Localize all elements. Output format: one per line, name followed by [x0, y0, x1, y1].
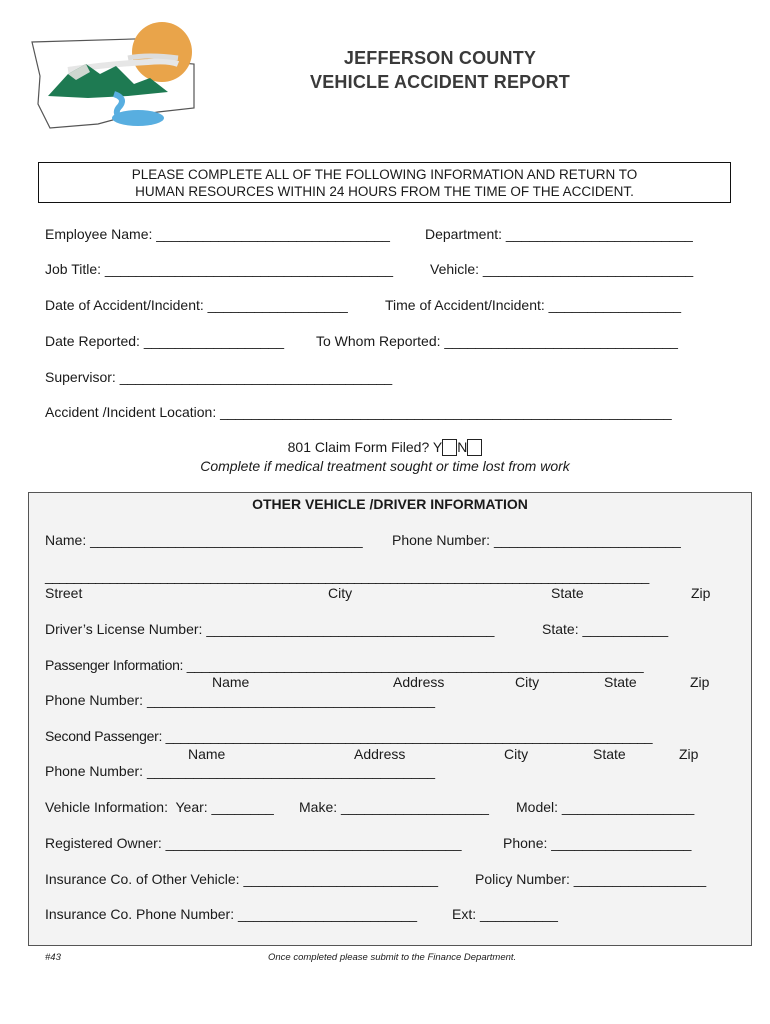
registered-owner-field[interactable]: Registered Owner: ______________________________________ [45, 835, 462, 851]
second-passenger-field[interactable]: Second Passenger: _________________________________________________________________ [45, 728, 653, 744]
license-state-field[interactable]: State: ___________ [542, 621, 669, 637]
drivers-license-field[interactable]: Driver’s License Number: _____________________________________ [45, 621, 495, 637]
time-of-accident-field[interactable]: Time of Accident/Incident: _________________ [385, 297, 682, 313]
vehicle-make-field[interactable]: Make: ___________________ [299, 799, 489, 815]
claim-no-checkbox[interactable] [467, 439, 482, 456]
passenger-city-label: City [515, 674, 540, 690]
date-of-accident-field[interactable]: Date of Accident/Incident: __________________ [45, 297, 348, 313]
second-passenger-state-label: State [593, 746, 626, 762]
supervisor-field[interactable]: Supervisor: ___________________________________ [45, 369, 393, 385]
passenger-state-label: State [604, 674, 637, 690]
second-passenger-name-label: Name [188, 746, 226, 762]
claim-form-note: Complete if medical treatment sought or time lost from work [200, 458, 570, 474]
county-landscape-logo-icon [28, 14, 200, 134]
other-driver-name-field[interactable]: Name: ___________________________________ [45, 532, 363, 548]
vehicle-model-field[interactable]: Model: _________________ [516, 799, 695, 815]
second-passenger-city-label: City [504, 746, 529, 762]
claim-no-label: N [457, 439, 468, 455]
claim-form-label: 801 Claim Form Filed? Y [287, 439, 443, 455]
to-whom-reported-field[interactable]: To Whom Reported: ______________________________ [316, 333, 678, 349]
vehicle-field[interactable]: Vehicle: ___________________________ [430, 261, 694, 277]
job-title-field[interactable]: Job Title: _____________________________________ [45, 261, 394, 277]
second-passenger-phone-field[interactable]: Phone Number: _____________________________________ [45, 763, 436, 779]
date-reported-field[interactable]: Date Reported: __________________ [45, 333, 284, 349]
employee-name-field[interactable]: Employee Name: ______________________________ [45, 226, 390, 242]
page-title: JEFFERSON COUNTY [343, 48, 537, 68]
claim-yes-checkbox[interactable] [442, 439, 457, 456]
policy-number-field[interactable]: Policy Number: _________________ [475, 871, 707, 887]
department-field[interactable]: Department: ________________________ [425, 226, 693, 242]
other-vehicle-title: OTHER VEHICLE /DRIVER INFORMATION [252, 496, 528, 512]
owner-phone-field[interactable]: Phone: __________________ [503, 835, 692, 851]
address-zip-label: Zip [691, 585, 711, 601]
instructions-line-2: HUMAN RESOURCES WITHIN 24 HOURS FROM THE TIME OF THE ACCIDENT. [135, 184, 634, 199]
form-number: #43 [45, 952, 61, 963]
instructions-box [38, 162, 731, 203]
second-passenger-address-label: Address [354, 746, 406, 762]
other-driver-phone-field[interactable]: Phone Number: ________________________ [392, 532, 681, 548]
passenger-phone-field[interactable]: Phone Number: _____________________________________ [45, 692, 436, 708]
address-state-label: State [551, 585, 584, 601]
page-subtitle: VEHICLE ACCIDENT REPORT [310, 72, 570, 92]
vehicle-year-field[interactable]: Vehicle Information: Year: ________ [45, 799, 274, 815]
footer-note: Once completed please submit to the Finance Department. [268, 952, 517, 963]
address-city-label: City [328, 585, 353, 601]
insurance-phone-field[interactable]: Insurance Co. Phone Number: _______________________ [45, 906, 418, 922]
passenger-info-field[interactable]: Passenger Information: _____________________________________________________________ [45, 657, 644, 673]
insurance-ext-field[interactable]: Ext: __________ [452, 906, 558, 922]
passenger-address-label: Address [393, 674, 445, 690]
insurance-company-field[interactable]: Insurance Co. of Other Vehicle: _________________________ [45, 871, 439, 887]
incident-location-field[interactable]: Accident /Incident Location: __________________________________________________________ [45, 404, 672, 420]
instructions-line-1: PLEASE COMPLETE ALL OF THE FOLLOWING INFORMATION AND RETURN TO [131, 167, 638, 182]
other-driver-address-field[interactable]: ____________________________________________________________________________________ [45, 568, 649, 584]
second-passenger-zip-label: Zip [679, 746, 699, 762]
passenger-zip-label: Zip [690, 674, 710, 690]
passenger-name-label: Name [212, 674, 250, 690]
claim-form-row [0, 439, 770, 456]
address-street-label: Street [45, 585, 83, 601]
